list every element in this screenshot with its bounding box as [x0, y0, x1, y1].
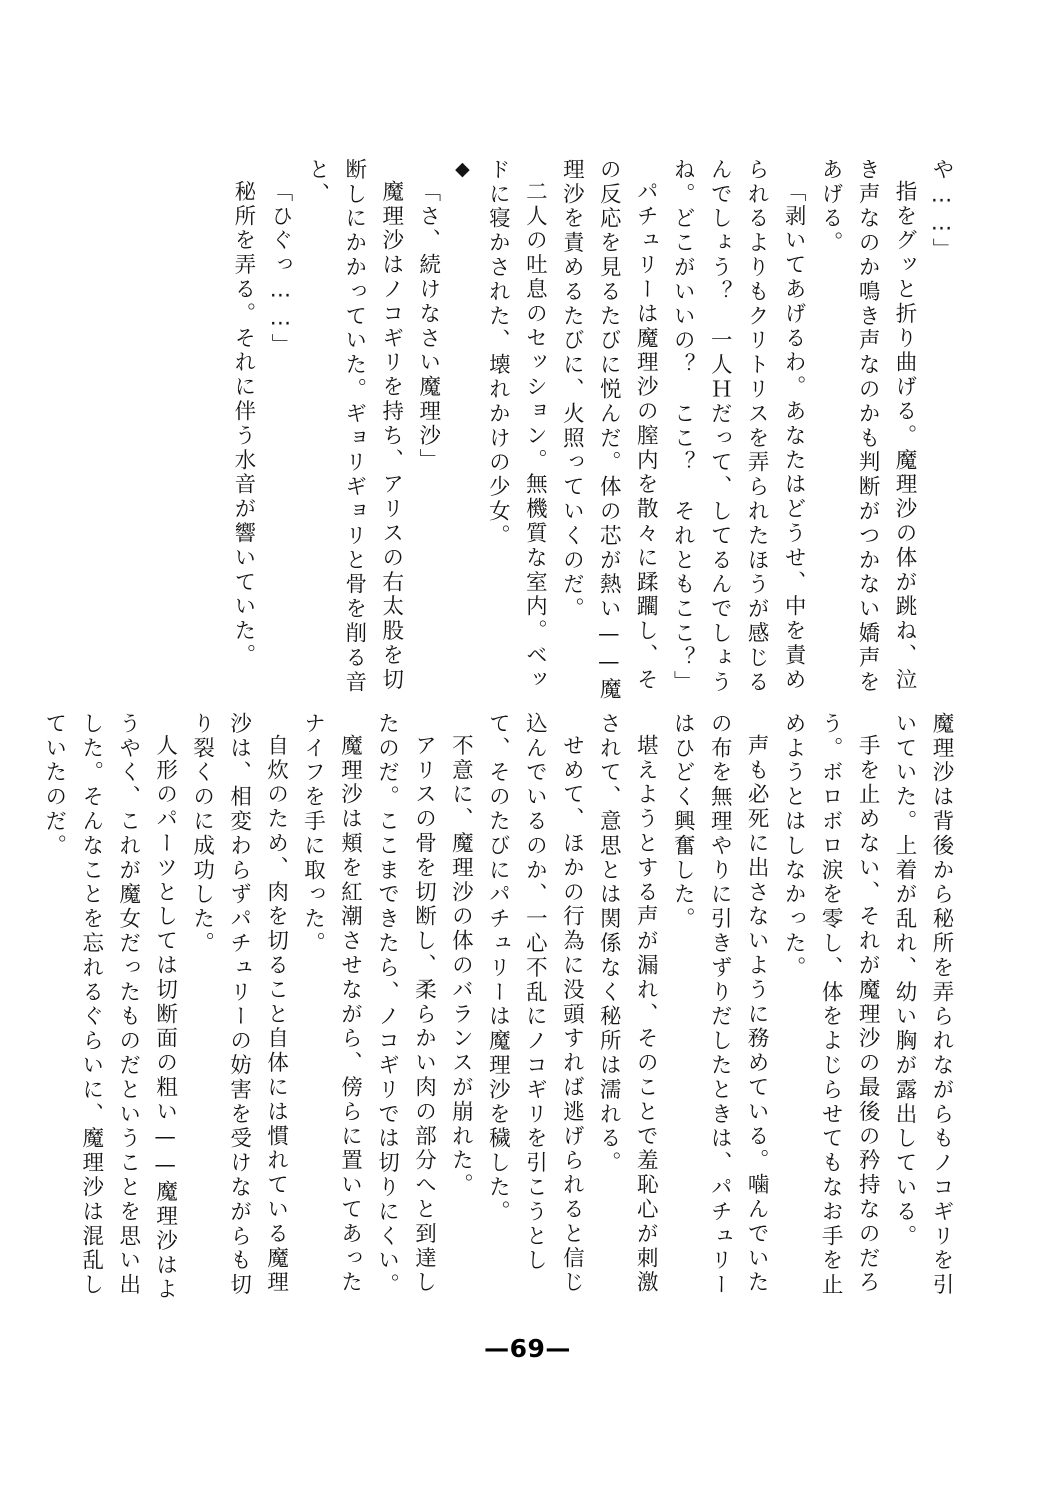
upper-paragraph: 「剥いてあげるわ。あなたはどうせ、中を責められるよりもクリトリスを弄られたほうが感じるんでしょう？ 一人Ｈだって、してるんでしょうね。どこがいいの？ ここ？ それともここ？」 [670, 158, 807, 695]
page-number: —69— [484, 1334, 571, 1363]
lower-paragraph: 自炊のため、肉を切ること自体には慣れている魔理沙は、相変わらずパチュリーの妨害を受けながらも切り裂くのに成功した。 [189, 712, 289, 1298]
upper-paragraph: 「ひぐっ……」 [267, 179, 293, 358]
lower-text-block [41, 712, 959, 1312]
upper-paragraph: パチュリーは魔理沙の膣内を散々に蹂躙し、その反応を見るたびに悦んだ。体の芯が熱い——魔理沙を責めるたびに、火照っていくのだ。 [559, 158, 659, 702]
upper-paragraph: や……」 [929, 158, 954, 263]
lower-paragraph: 不意に、魔理沙の体のバランスが崩れた。 [448, 733, 474, 1198]
lower-paragraph: 声も必死に出さないように務めている。噛んでいたの布を無理やりに引きずりだしたときは、パチュリーはひどく興奮した。 [670, 712, 770, 1298]
upper-paragraph: 「さ、続けなさい魔理沙」 [415, 179, 441, 473]
upper-paragraph: 魔理沙はノコギリを持ち、アリスの右太股を切断しにかかっていた。ギョリギョリと骨を削る音と、 [304, 158, 404, 695]
lower-paragraph: 手を止めない、それが魔理沙の最後の矜持なのだろう。ボロボロ涙を零し、体をよじらせてもなお手を止めようとはしなかった。 [781, 712, 881, 1298]
upper-paragraph: 指をグッと折り曲げる。魔理沙の体が跳ね、泣き声なのか鳴き声なのかも判断がつかない嬌声をあげる。 [818, 158, 918, 695]
lower-paragraph: 魔理沙は頬を紅潮させながら、傍らに置いてあったナイフを手に取った。 [300, 712, 363, 1295]
upper-paragraph: 秘所を弄る。それに伴う水音が響いていた。 [230, 179, 256, 668]
upper-paragraph: 二人の吐息のセッション。無機質な室内。ベッドに寝かされた、壊れかけの少女。 [485, 158, 548, 692]
lower-paragraph: せめて、ほかの行為に没頭すれば逃げられると信じ込んでいるのか、一心不乱にノコギリを引こうとして、そのたびにパチュリーは魔理沙を穢した。 [485, 712, 585, 1295]
lower-paragraph: 魔理沙は背後から秘所を弄られながらもノコギリを引いていた。上着が乱れ、幼い胸が露出している。 [892, 712, 954, 1298]
lower-paragraph: 堪えようとする声が漏れ、そのことで羞恥心が刺激されて、意思とは関係なく秘所は濡れる。 [596, 712, 659, 1295]
upper-section-divider: ◆ [451, 158, 474, 180]
upper-text-block [147, 158, 959, 706]
lower-paragraph: アリスの骨を切断し、柔らかい肉の部分へと到達したのだ。ここまできたら、ノコギリでは切りにくい。 [374, 712, 437, 1298]
lower-paragraph: 人形のパーツとしては切断面の粗い——魔理沙はようやく、これが魔女だったものだということを思い出した。そんなことを忘れるぐらいに、魔理沙は混乱していたのだ。 [41, 712, 178, 1302]
